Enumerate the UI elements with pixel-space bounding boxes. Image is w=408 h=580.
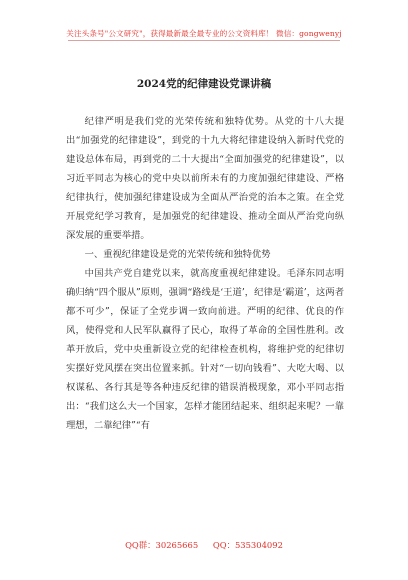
document-title: 2024党的纪律建设党课讲稿 (136, 78, 272, 90)
document-body (66, 112, 344, 435)
footer-qq: QQ：535304092 (212, 540, 283, 550)
section-heading: 一、重视纪律建设是党的光荣传统和独特优势 (84, 249, 271, 260)
header-banner: 关注头条号"公文研究"，获得最新最全最专业的公文资料库！ 微信：gongwenyj (66, 29, 342, 38)
footer-qq-group: QQ群：30265665 (125, 540, 199, 550)
section-paragraph: 中国共产党自建党以来，就高度重视纪律建设。毛泽东同志明确归纳“四个服从”原则，强调“路线是‘王道’，纪律是‘霸道’，这两者都不可少”，保证了全党步调一致向前进。严明的纪律、优良的作风，使得党和人民军队赢得了民心，取得了革命的全国性胜利。改革开放后，党中央重新设立党的纪律检查机构，将维护党的纪律切实摆好党风摆在突出位置来抓。针对“一切向钱看”、大吃大喝、以权谋私、各行其是等各种违反纪律的错误消极现象，邓小平同志指出：“我们这么大一个国家，怎样才能团结起来、组织起来呢？一靠理想，二靠纪律”“有 (66, 268, 344, 431)
header-divider (68, 40, 340, 41)
intro-paragraph: 纪律严明是我们党的光荣传统和独特优势。从党的十八大提出“加强党的纪律建设”，到党的十九大将纪律建设纳入新时代党的建设总体布局，再到党的二十大提出“全面加强党的纪律建设”，以习近平同志为核心的党中央以前所未有的力度加强纪律建设、严格纪律执行，使加强纪律建设成为全面从严治党的治本之策。在全党开展党纪学习教育，是加强党的纪律建设、推动全面从严治党向纵深发展的重要举措。 (66, 116, 344, 241)
footer-contact (0, 539, 408, 551)
